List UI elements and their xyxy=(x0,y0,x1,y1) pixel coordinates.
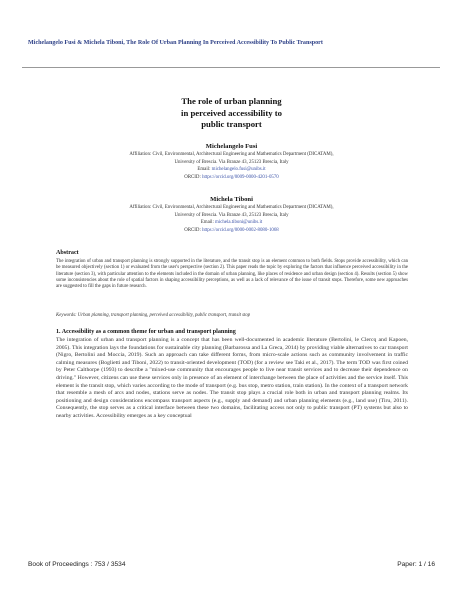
keywords: Keywords: Urban planning, transport planning, perceived accessibility, public transport, transit stop xyxy=(56,313,251,318)
author-name: Michelangelo Fusi xyxy=(205,143,258,150)
author-orcid-line xyxy=(0,174,463,182)
author-email-line xyxy=(0,166,463,174)
orcid-label: ORCID: xyxy=(184,227,203,233)
running-header: Michelangelo Fusi & Michela Tiboni, The Role Of Urban Planning In Perceived Accessibility To Public Transport xyxy=(28,40,323,46)
footer-page-number: Paper: 1 / 16 xyxy=(397,561,435,568)
author-orcid-line xyxy=(0,227,463,235)
header-divider xyxy=(22,67,440,68)
author-orcid-link[interactable]: https://orcid.org/0000-0002-8080-1068 xyxy=(202,227,279,233)
author-block-2 xyxy=(0,195,463,234)
footer-proceedings: Book of Proceedings : 753 / 3534 xyxy=(28,561,126,568)
author-affiliation: University of Brescia. Via Branze 43, 25123 Brescia, Italy xyxy=(174,212,289,218)
author-affiliation: Affiliation: Civil, Environmental, Architectural Engineering and Mathematics Department (DICATAM), xyxy=(129,152,334,157)
title-line: public transport xyxy=(201,119,262,130)
author-orcid-link[interactable]: https://orcid.org/0009-0000-4201-0570 xyxy=(202,174,279,180)
author-block-1 xyxy=(0,142,463,181)
email-label: Email: xyxy=(197,167,212,172)
section-heading: 1. Accessibility as a common theme for urban and transport planning xyxy=(56,329,236,335)
abstract-heading: Abstract xyxy=(56,250,79,256)
section-body: The integration of urban and transport planning is a concept that has been well-documented in academic literature (Bertolini, le Clercq and Kapoen, 2005). This integration lays the foundations for sustainable city planning (Barbarossa and La Greca, 2014) by providing viable alternatives to car transport (Nigro, Bertolini and Moccia, 2019). Such an approach can take different forms, from micro-scale actions such as community involvement in traffic calming measures (Boglietti and Tiboni, 2022) to transit-oriented development (TOD) (for a review see Taki et al., 2017). The term TOD was first coined by Peter Calthorpe (1993) to describe a "mixed-use community that encourages people to live near transit services and to decrease their dependence on driving." However, citizens can use these services only in presence of an element of interchange between the place of activities and the service itself. This element is the transit stop, which varies according to the mode of transport (e.g. bus stop, metro station, train station). In the context of a transport network that resemble a mesh of arcs and nodes, stations serve as nodes. The transit stop plays a crucial role both in urban and transport planning realms. Its positioning and design considerations encompass transport aspects (e.g., supply and demand) and urban planning elements (e.g., land use) (Tiru, 2011). Consequently, the stop serves as a critical interface between these two domains, facilitating access not only to public transport (PT) systems but also to nearby activities. Accessibility emerges as a key conceptual xyxy=(56,337,408,419)
title-line: in perceived accessibility to xyxy=(181,107,282,118)
author-affiliation: Affiliation: Civil, Environmental, Architectural Engineering and Mathematics Department (DICATAM), xyxy=(129,205,334,210)
paper-title xyxy=(0,96,463,131)
author-affiliation: University of Brescia. Via Branze 43, 25123 Brescia, Italy xyxy=(174,159,289,165)
author-email-link[interactable]: michelangelo.fusi@unibs.it xyxy=(211,167,266,172)
author-name: Michela Tiboni xyxy=(210,196,253,203)
abstract-text: The integration of urban and transport planning is strongly supported in the literature, and the transit stop is an element common to both fields. Stops provide accessibility, which can be measured objectively (section 1) or evaluated from the user's perspective (section 2). This paper reads the topic by exploring the factors that influence perceived accessibility in the literature (section 3), with particular attention to the elements included in the domain of urban planning, like places of residence and urban design (section 4). Results (section 5) show some inconsistencies about the role of spatial factors in shaping accessibility perceptions, as well as a lack of relevance of the issue of transit stops. Therefore, some new approaches are suggested to fill the gaps in future research. xyxy=(56,259,408,290)
author-email-line xyxy=(0,219,463,227)
title-line: The role of urban planning xyxy=(181,96,282,106)
email-label: Email: xyxy=(200,220,216,225)
author-email-link[interactable]: michela.tiboni@unibs.it xyxy=(215,220,263,225)
orcid-label: ORCID: xyxy=(184,174,203,180)
